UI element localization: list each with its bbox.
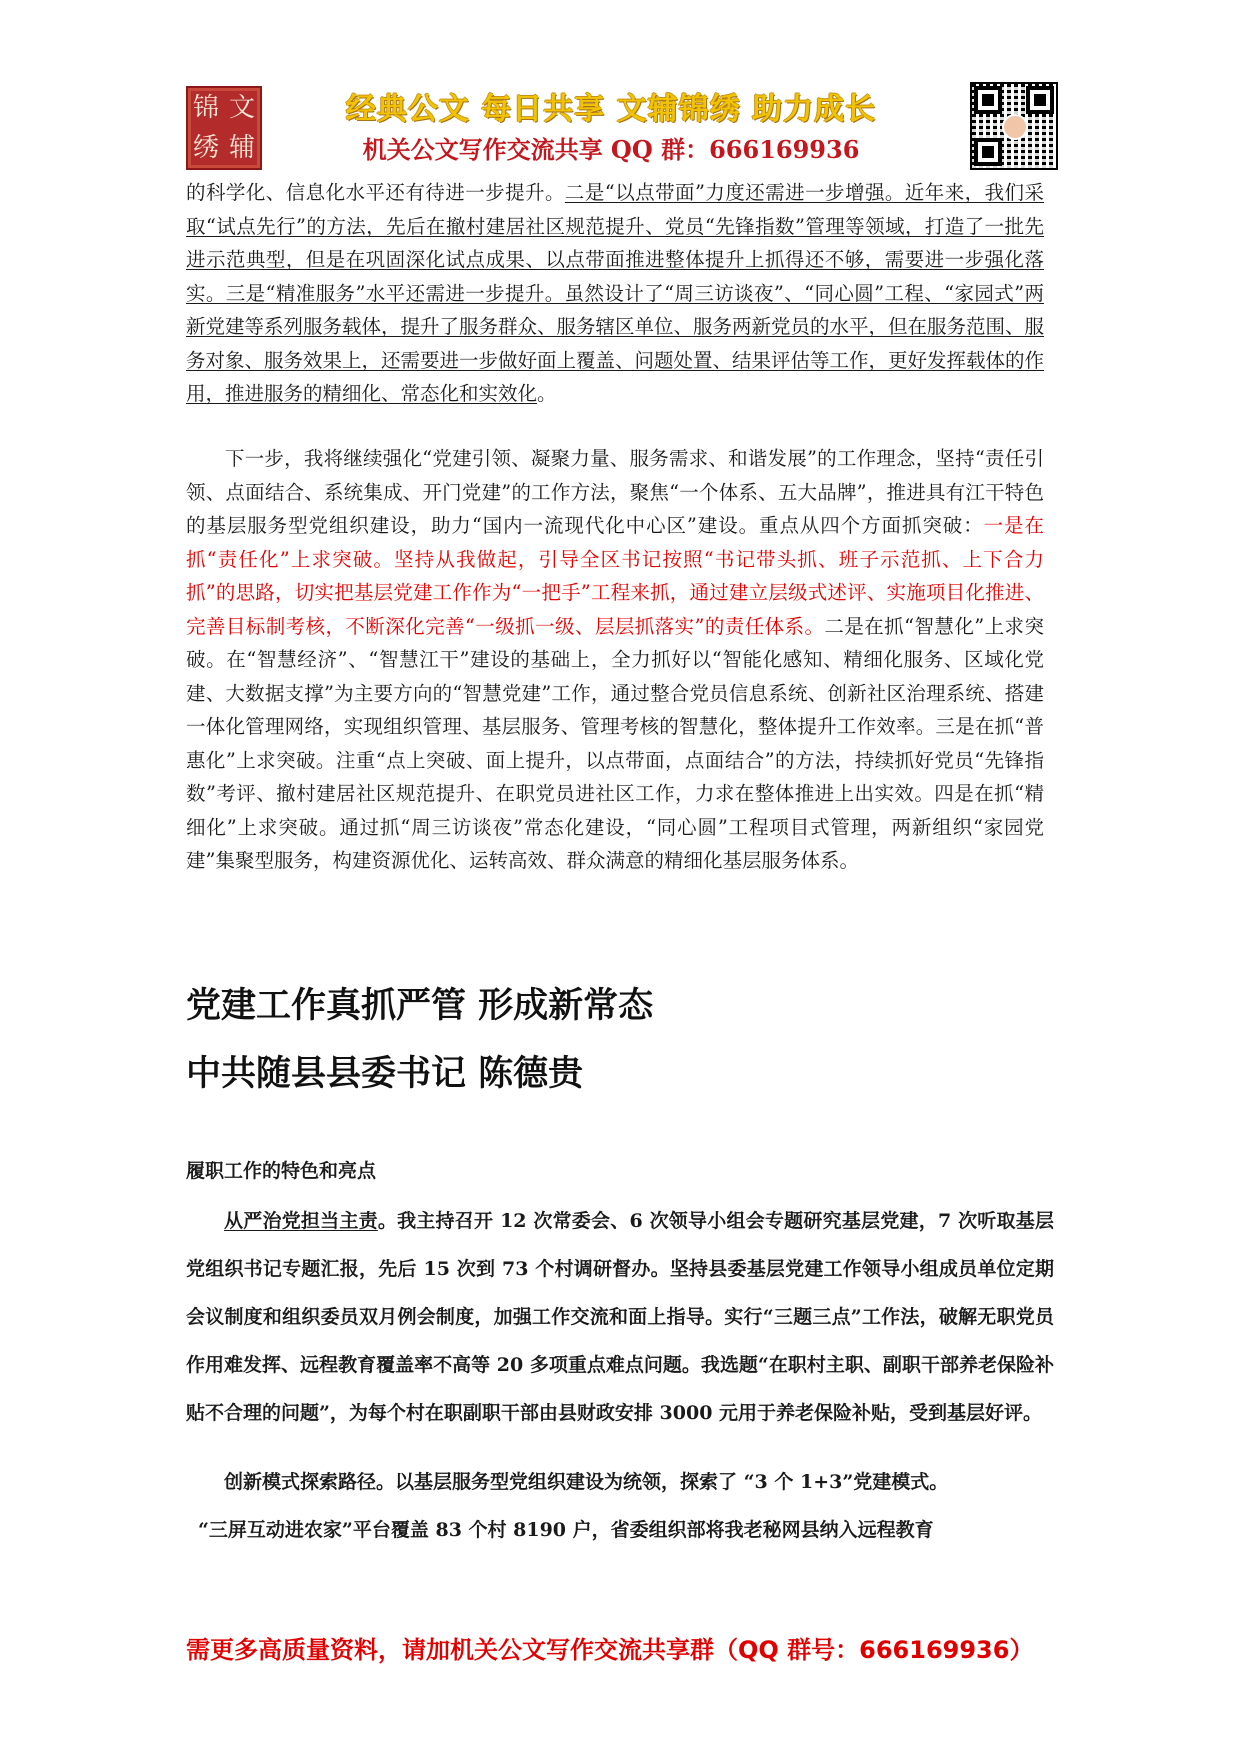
qr-code-icon [970,82,1058,170]
sentence: 的科学化、信息化水平还有待进一步提升。 [186,181,565,204]
seal-logo [186,86,262,170]
intro-text: 下一步，我将继续强化“党建引领、凝聚力量、服务需求、和谐发展”的工作理念，坚持“责任引领、点面结合、系统集成、开门党建”的工作方法，聚焦“一个体系、五大品牌”，推进具有江干特色的基层服务型党组织建设，助力“国内一流现代化中心区”建设。重点从四个方面抓突破： [186,447,1044,537]
seal-char: 文 [228,93,255,123]
paragraph-shortcomings [186,176,1044,411]
avatar-icon [1002,114,1028,140]
paragraph-next-steps [186,442,1044,878]
paragraph-responsibility [186,1197,1054,1437]
header-qq-group: 机关公文写作交流共享 QQ 群：666169936 [362,135,860,164]
underlined-text: 二是“以点带面”力度还需进一步增强。近年来，我们采取“试点先行”的方法，先后在撤村建居社区规范提升、党员“先锋指数”管理等领域，打造了一批先进示范典型，但是在巩固深化试点成果、以点带面推进整体提升上抓得还不够，需要进一步强化落实。三是“精准服务”水平还需进一步提升。虽然设计了“周三访谈夜”、“同心圆”工程、“家园式”两新党建等系列服务载体，提升了服务群众、服务辖区单位、服务两新党员的水平，但在服务范围、服务对象、服务效果上，还需要进一步做好面上覆盖、问题处置、结果评估等工作，更好发挥载体的作用，推进服务的精细化、常态化和实效化 [186,181,1045,405]
body-text: 二是在抓“智慧化”上求突破。在“智慧经济”、“智慧江干”建设的基础上，全力抓好以“智能化感知、精细化服务、区域化党建、大数据支撑”为主要方向的“智慧党建”工作，通过整合党员信息系统、创新社区治理系统、搭建一体化管理网络，实现组织管理、基层服务、管理考核的智慧化，整体提升工作效率。三是在抓“普惠化”上求突破。注重“点上突破、面上提升，以点带面，点面结合”的方法，持续抓好党员“先锋指数”考评、撤村建居社区规范提升、在职党员进社区工作，力求在整体推进上出实效。四是在抓“精细化”上求突破。通过抓“周三访谈夜”常态化建设，“同心圆”工程项目式管理，两新组织“家园党建”集聚型服务，构建资源优化、运转高效、群众满意的精细化基层服务体系。 [186,614,1044,872]
footer-notice: 需更多高质量资料，请加机关公文写作交流共享群（QQ 群号：666169936） [186,1636,1034,1664]
seal-char: 绣 [192,133,219,163]
seal-char: 锦 [192,93,219,123]
body-text: “三屏互动进农家”平台覆盖 83 个村 8190 户，省委组织部将我老秘网县纳入远程教育 [198,1519,934,1541]
body-text: 创新模式探索路径。以基层服务型党组织建设为统领，探索了 “3 个 1+3”党建模式。 [224,1471,949,1493]
section-heading: 履职工作的特色和亮点 [186,1160,377,1182]
page-header [186,80,1058,176]
article-author: 中共随县县委书记 陈德贵 [186,1054,584,1094]
body-text: 。我主持召开 12 次常委会、6 次领导小组会专题研究基层党建，7 次听取基层党组织书记专题汇报，先后 15 次到 73 个村调研督办。坚持县委基层党建工作领导小组成员单位定期会议制度和组织委员双月例会制度，加强工作交流和面上指导。实行“三题三点”工作法，破解无职党员作用难发挥、远程教育覆盖率不高等 20 多项重点难点问题。我选题“在职村主职、副职干部养老保险补贴不合理的问题”，为每个村在职副职干部由县财政安排 3000 元用于养老保险补贴，受到基层好评。 [186,1210,1054,1424]
seal-char: 辅 [228,133,255,163]
sentence: 。 [537,382,557,405]
article-title: 党建工作真抓严管 形成新常态 [186,986,654,1026]
header-slogan: 经典公文 每日共享 文辅锦绣 助力成长 [345,92,877,127]
lead-phrase: 从严治党担当主责 [224,1210,378,1232]
paragraph-innovation [186,1458,1054,1554]
highlighted-text: 一是在抓“责任化”上求突破。坚持从我做起，引导全区书记按照“书记带头抓、班子示范抓、上下合力抓”的思路，切实把基层党建工作作为“一把手”工程来抓，通过建立层级式述评、实施项目化推进、完善目标制考核，不断深化完善“一级抓一级、层层抓落实”的责任体系。 [186,514,1044,638]
